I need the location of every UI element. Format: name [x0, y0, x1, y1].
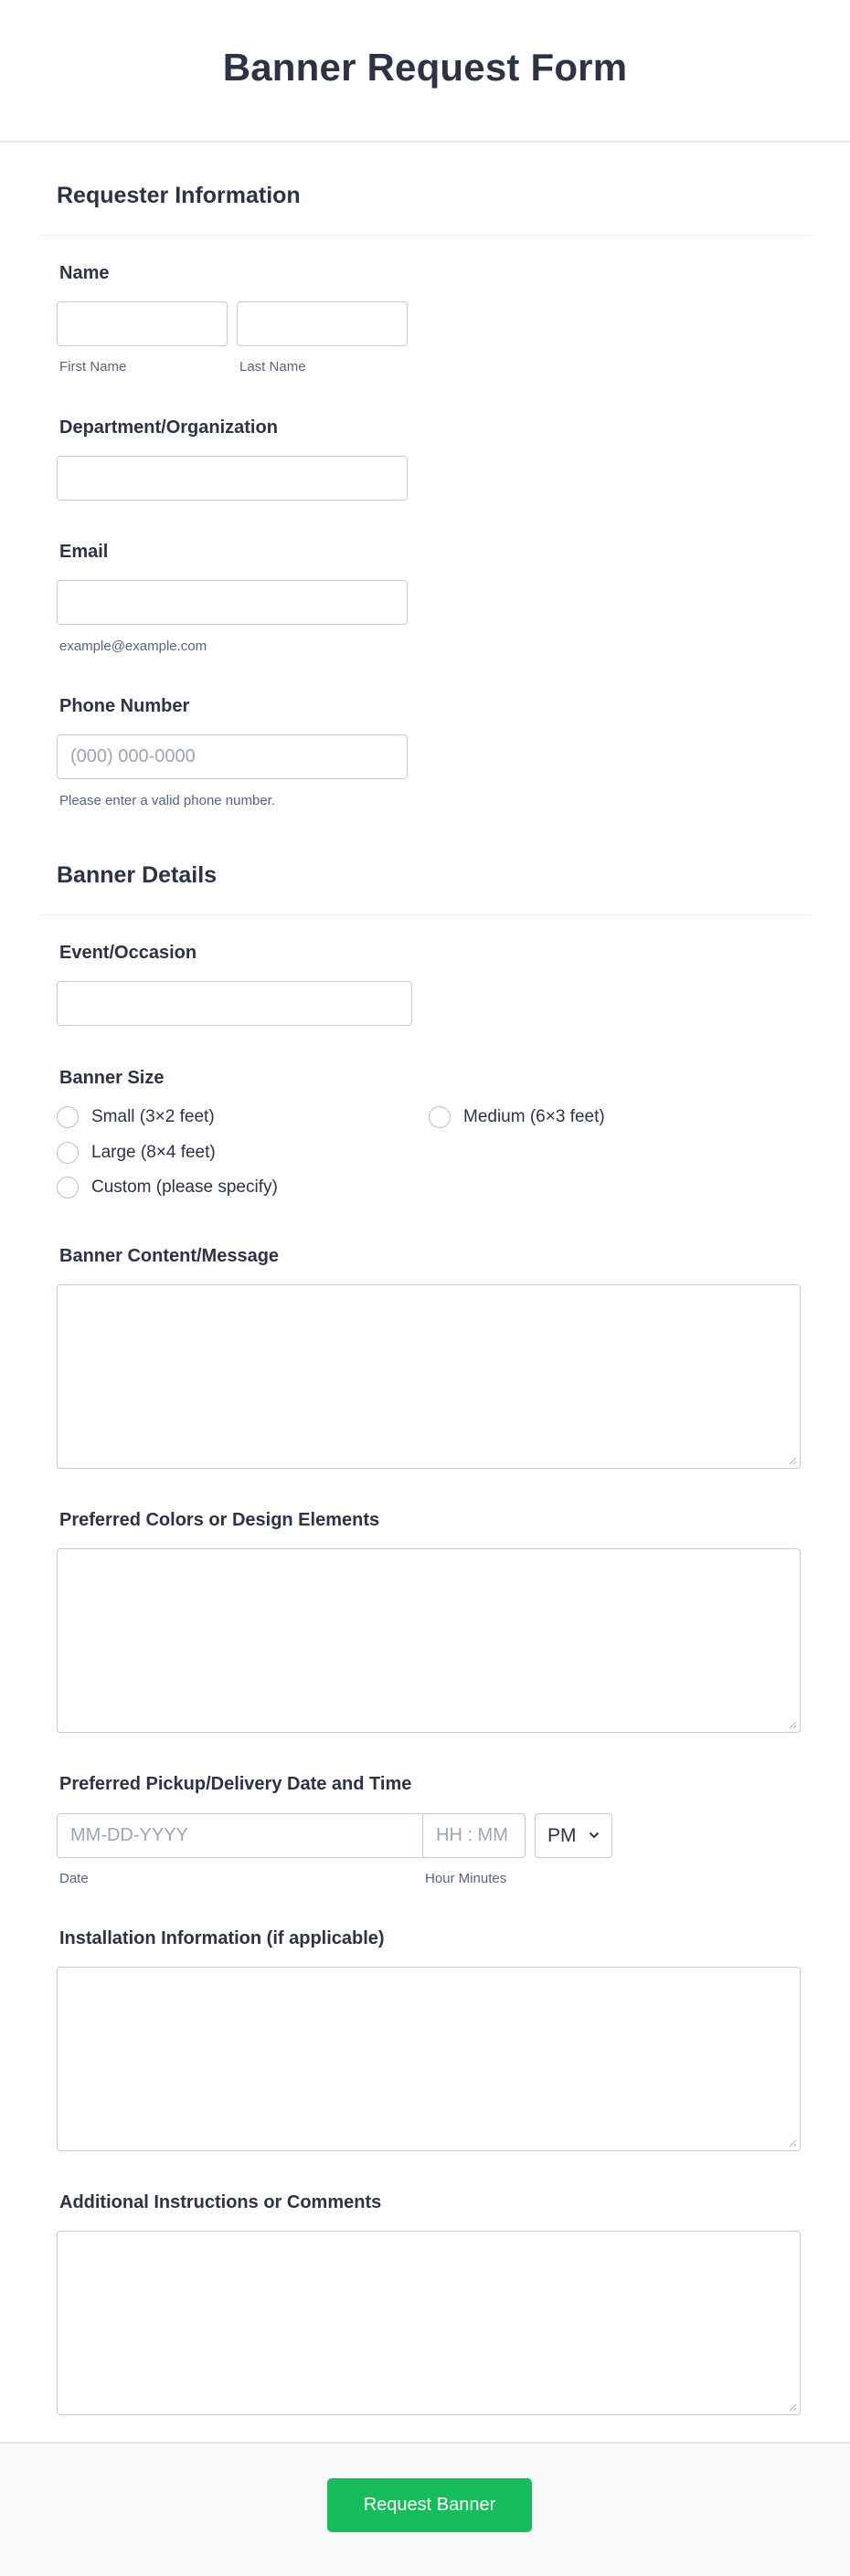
section-title-requester: Requester Information	[57, 183, 301, 208]
radio-label: Small (3×2 feet)	[91, 1107, 215, 1126]
time-placeholder: HH : MM	[436, 1825, 508, 1845]
request-banner-button[interactable]: Request Banner	[327, 2478, 532, 2532]
comments-textarea[interactable]	[57, 2231, 801, 2415]
event-label: Event/Occasion	[59, 943, 197, 963]
event-input[interactable]	[57, 981, 412, 1026]
date-placeholder: MM-DD-YYYY	[70, 1825, 188, 1845]
email-label: Email	[59, 542, 109, 562]
radio-option-custom[interactable]	[57, 1177, 278, 1198]
form-footer	[0, 2442, 850, 2576]
last-name-sublabel: Last Name	[239, 359, 306, 375]
department-label: Department/Organization	[59, 417, 278, 438]
installation-label: Installation Information (if applicable)	[59, 1928, 385, 1948]
radio-option-large[interactable]	[57, 1142, 216, 1164]
radio-option-medium[interactable]	[429, 1106, 605, 1128]
ampm-select[interactable]	[535, 1813, 612, 1858]
chevron-down-icon	[589, 1832, 600, 1839]
installation-textarea[interactable]	[57, 1967, 801, 2151]
section-divider	[40, 235, 810, 236]
pickup-label: Preferred Pickup/Delivery Date and Time	[59, 1774, 412, 1794]
email-sublabel: example@example.com	[59, 639, 207, 654]
colors-label: Preferred Colors or Design Elements	[59, 1510, 380, 1530]
radio-label: Large (8×4 feet)	[91, 1143, 216, 1162]
radio-button[interactable]	[429, 1106, 451, 1128]
colors-textarea[interactable]	[57, 1548, 801, 1733]
resize-handle-icon[interactable]	[788, 2402, 797, 2412]
phone-placeholder: (000) 000-0000	[70, 746, 196, 766]
first-name-sublabel: First Name	[59, 359, 127, 375]
radio-option-small[interactable]	[57, 1106, 215, 1128]
content-label: Banner Content/Message	[59, 1246, 280, 1266]
resize-handle-icon[interactable]	[788, 1456, 797, 1465]
radio-button[interactable]	[57, 1177, 79, 1198]
resize-handle-icon[interactable]	[788, 2138, 797, 2148]
banner-size-label: Banner Size	[59, 1068, 165, 1088]
radio-button[interactable]	[57, 1142, 79, 1164]
date-sublabel: Date	[59, 1871, 89, 1886]
page-title: Banner Request Form	[222, 46, 628, 89]
email-input[interactable]	[57, 580, 408, 625]
radio-label: Medium (6×3 feet)	[463, 1107, 605, 1126]
resize-handle-icon[interactable]	[788, 1720, 797, 1729]
content-textarea[interactable]	[57, 1284, 801, 1469]
radio-label: Custom (please specify)	[91, 1177, 278, 1197]
first-name-input[interactable]	[57, 301, 228, 346]
ampm-value: PM	[547, 1825, 577, 1846]
comments-label: Additional Instructions or Comments	[59, 2192, 382, 2212]
name-label: Name	[59, 263, 110, 283]
phone-label: Phone Number	[59, 696, 190, 716]
form-header	[0, 0, 850, 143]
section-divider	[40, 914, 810, 915]
time-input[interactable]	[422, 1813, 526, 1858]
time-sublabel: Hour Minutes	[425, 1871, 507, 1886]
date-input[interactable]	[57, 1813, 459, 1858]
phone-input[interactable]	[57, 734, 408, 779]
radio-button[interactable]	[57, 1106, 79, 1128]
last-name-input[interactable]	[237, 301, 408, 346]
section-title-banner: Banner Details	[57, 862, 218, 888]
phone-sublabel: Please enter a valid phone number.	[59, 793, 275, 808]
department-input[interactable]	[57, 456, 408, 501]
